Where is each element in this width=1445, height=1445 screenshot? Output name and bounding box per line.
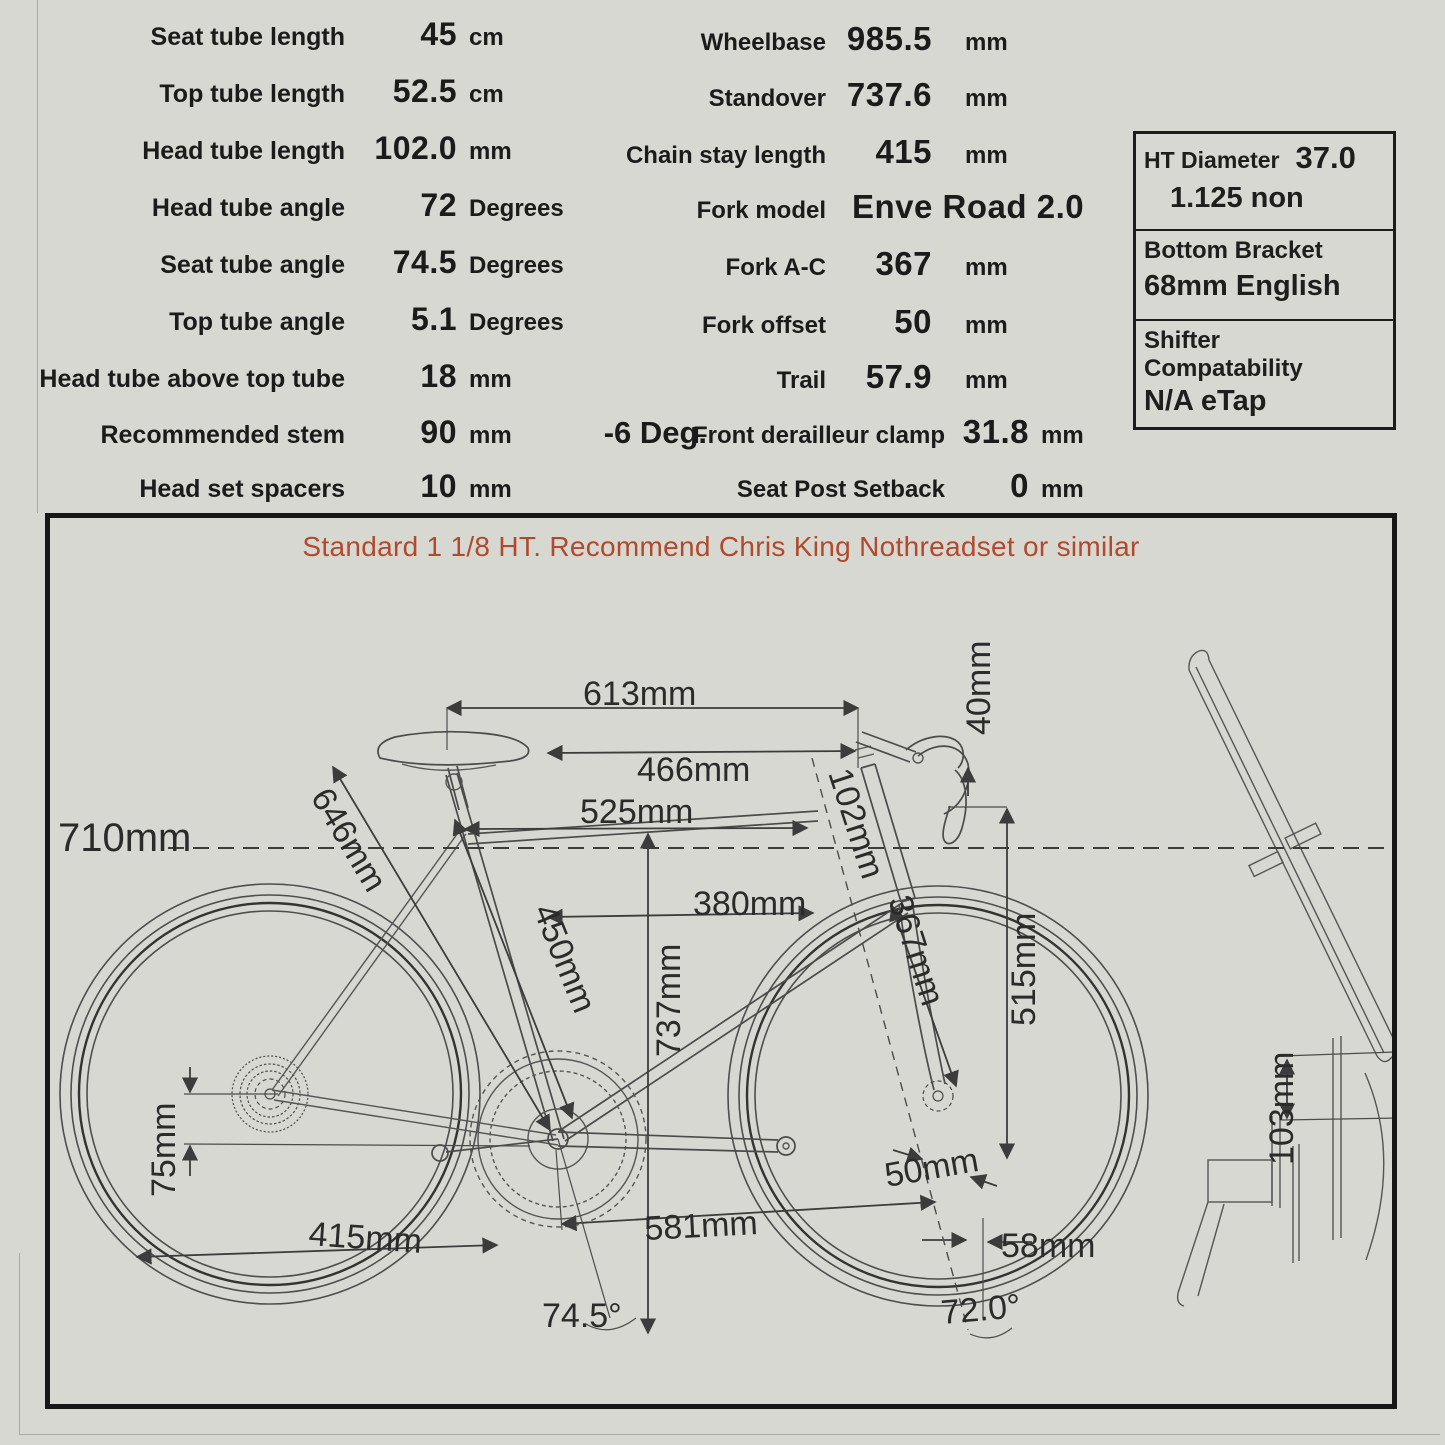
dimension-labels [58, 641, 1301, 1335]
spec-row-chain-stay-length [490, 133, 1008, 171]
spec-value-seat-tube-length: 45 [420, 16, 457, 52]
dim-label-75mm: 75mm [145, 1102, 183, 1197]
spec-value-head-tube-length: 102.0 [374, 130, 457, 166]
spec-value-top-tube-length: 52.5 [392, 73, 457, 109]
spec-row-fork-offset [490, 303, 1008, 341]
spec-label-seat-post-setback: Seat Post Setback [736, 476, 945, 503]
info-box-shifter-cell [1136, 321, 1393, 424]
dim-label-102mm: 102mm [820, 763, 892, 884]
spec-row-seat-post-setback [490, 467, 1084, 505]
spec-unit-chain-stay-length: mm [965, 142, 1008, 169]
spec-label-fork-offset: Fork offset [701, 312, 826, 339]
spec-row-head-tube-angle [0, 187, 564, 224]
spec-value-fork-offset: 50 [894, 303, 932, 340]
dim-label-367mm: 367mm [880, 890, 952, 1011]
handlebar-blade-detail [1189, 650, 1392, 1061]
spec-row-head-set-spacers [0, 468, 512, 505]
shifter-label: Shifter Compatability [1144, 327, 1303, 382]
spec-row-trail [490, 358, 1008, 396]
bike-drawing [50, 518, 1392, 1404]
spec-label-chain-stay-length: Chain stay length [625, 142, 826, 169]
spec-unit-head-tube-angle: Degrees [469, 195, 564, 222]
spec-value-top-tube-angle: 5.1 [411, 301, 457, 337]
scan-line-vertical-bottom [19, 1253, 20, 1435]
spec-value-fork-model: Enve Road 2.0 [852, 188, 1085, 225]
spec-value-head-tube-above-top-tube: 18 [420, 358, 457, 394]
spec-label-wheelbase: Wheelbase [700, 29, 826, 56]
bottom-bracket-value: 68mm English [1144, 270, 1341, 302]
spec-row-standover [490, 76, 1008, 114]
spec-unit-head-set-spacers: mm [469, 476, 512, 503]
spec-label-seat-tube-length: Seat tube length [150, 23, 345, 51]
spec-row-front-derailleur-clamp [490, 413, 1084, 451]
headset-note: Standard 1 1/8 HT. Recommend Chris King Nothreadset or similar [302, 531, 1140, 562]
spec-label-standover: Standover [708, 85, 826, 112]
spec-unit-fork-offset: mm [965, 312, 1008, 339]
dim-label-103mm: 103mm [1263, 1051, 1301, 1165]
spec-value-head-set-spacers: 10 [420, 468, 457, 504]
spec-value-front-derailleur-clamp: 31.8 [962, 413, 1029, 450]
spec-label-front-derailleur-clamp: Front derailleur clamp [692, 422, 945, 449]
dim-label-613mm: 613mm [583, 675, 697, 713]
spec-label-seat-tube-angle: Seat tube angle [160, 251, 345, 279]
spec-unit-wheelbase: mm [965, 29, 1008, 56]
spec-row-fork-a-c [490, 245, 1008, 283]
dim-label-466mm: 466mm [637, 751, 751, 789]
spec-row-head-tube-above-top-tube [0, 358, 512, 395]
spec-unit-top-tube-length: cm [469, 81, 504, 108]
spec-row-seat-tube-length [0, 16, 504, 53]
ht-diameter-label: HT Diameter [1144, 147, 1280, 173]
spec-label-head-tube-above-top-tube: Head tube above top tube [39, 365, 345, 393]
dim-label-380mm: 380mm [693, 885, 807, 923]
spec-label-recommended-stem: Recommended stem [100, 421, 345, 449]
spec-row-top-tube-length [0, 73, 504, 110]
spec-unit-fork-a-c: mm [965, 254, 1008, 281]
bottom-bracket-label: Bottom Bracket [1144, 237, 1323, 264]
spec-value-head-tube-angle: 72 [420, 187, 457, 223]
spec-value-seat-tube-angle: 74.5 [392, 244, 457, 280]
dim-label-525mm: 525mm [580, 793, 694, 831]
dim-label-58mm: 58mm [1001, 1227, 1096, 1265]
spec-unit-standover: mm [965, 85, 1008, 112]
spec-unit-head-tube-length: mm [469, 138, 512, 165]
info-box-bottom-bracket-cell [1136, 231, 1393, 321]
dim-label-515mm: 515mm [1005, 912, 1043, 1026]
spec-value-standover: 737.6 [846, 76, 932, 113]
info-box [1133, 131, 1396, 430]
spec-value-fork-a-c: 367 [875, 245, 932, 282]
info-box-headtube-cell [1136, 134, 1393, 231]
spec-label-trail: Trail [776, 367, 826, 394]
spec-value-recommended-stem: 90 [420, 414, 457, 450]
spec-value-wheelbase: 985.5 [846, 20, 932, 57]
spec-value-trail: 57.9 [865, 358, 932, 395]
ht-diameter-value: 37.0 [1295, 140, 1356, 175]
spec-label-head-tube-angle: Head tube angle [151, 194, 345, 222]
dim-label-737mm: 737mm [650, 943, 688, 1057]
dim-label-72-0: 72.0° [939, 1287, 1023, 1332]
dim-label-74-5: 74.5° [542, 1297, 622, 1335]
ht-size-value: 1.125 non [1170, 182, 1304, 214]
spec-extra-recommended-stem: -6 Deg. [603, 415, 708, 450]
spec-row-fork-model [490, 188, 1084, 226]
spec-unit-top-tube-angle: Degrees [469, 309, 564, 336]
spec-row-wheelbase [490, 20, 1008, 58]
spec-unit-head-tube-above-top-tube: mm [469, 366, 512, 393]
dim-label-40mm: 40mm [960, 640, 998, 735]
dim-label-50mm: 50mm [881, 1141, 982, 1195]
spec-label-fork-model: Fork model [696, 197, 826, 224]
spec-row-seat-tube-angle [0, 244, 564, 281]
diagram-frame [45, 513, 1397, 1409]
spec-label-top-tube-angle: Top tube angle [169, 308, 345, 336]
spec-label-head-set-spacers: Head set spacers [139, 475, 345, 503]
spec-row-head-tube-length [0, 130, 512, 167]
dim-label-450mm: 450mm [525, 898, 604, 1019]
shifter-value: N/A eTap [1144, 385, 1267, 417]
spec-unit-trail: mm [965, 367, 1008, 394]
dim-label-581mm: 581mm [643, 1204, 759, 1248]
spec-value-seat-post-setback: 0 [1010, 467, 1029, 504]
spec-unit-seat-post-setback: mm [1041, 476, 1084, 503]
spec-unit-seat-tube-angle: Degrees [469, 252, 564, 279]
spec-label-fork-a-c: Fork A-C [725, 254, 826, 281]
spec-unit-front-derailleur-clamp: mm [1041, 422, 1084, 449]
scan-line-vertical-top [37, 0, 38, 513]
dim-label-415mm: 415mm [307, 1215, 424, 1261]
spec-value-chain-stay-length: 415 [875, 133, 932, 170]
dim-label-710mm: 710mm [58, 816, 192, 860]
scan-line-horizontal-bottom [19, 1434, 1440, 1435]
spec-row-top-tube-angle [0, 301, 564, 338]
spec-label-top-tube-length: Top tube length [159, 80, 345, 108]
spec-unit-recommended-stem: mm [469, 422, 512, 449]
dim-label-646mm: 646mm [303, 781, 395, 899]
spec-label-head-tube-length: Head tube length [142, 137, 345, 165]
spec-unit-seat-tube-length: cm [469, 24, 504, 51]
